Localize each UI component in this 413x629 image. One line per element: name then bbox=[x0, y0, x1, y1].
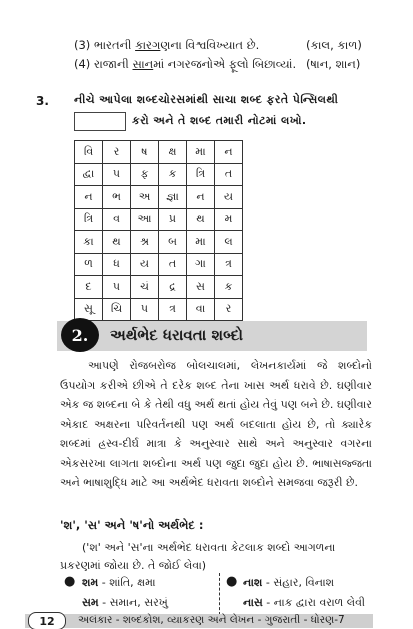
grid-row bbox=[75, 186, 243, 209]
grid-cell[interactable]: જ્ઞા bbox=[159, 186, 187, 209]
grid-cell[interactable]: મા bbox=[187, 231, 215, 254]
word-pair-item: સમ - સમાન, સરખું bbox=[82, 596, 168, 609]
grid-cell[interactable]: શ્ર bbox=[131, 231, 159, 254]
grid-cell[interactable]: ર bbox=[103, 141, 131, 164]
grid-row bbox=[75, 231, 243, 254]
question-text-line2: કરો અને તે શબ્દ તમારી નોટમાં લખો. bbox=[132, 114, 307, 127]
grid-cell[interactable]: ત bbox=[159, 253, 187, 276]
subsection-note: ('શ' અને 'સ'ના અર્થભેદ ધરાવતા કેટલાક શબ્દો આગળના પ્રકરણમાં જોયા છે. તે જોઈ લેવા) bbox=[60, 541, 336, 572]
section-paragraph: આપણે રોજબરોજ બોલચાલમાં, લેખનકાર્યમાં જે શબ્દોનો ઉપયોગ કરીએ છીએ તે દરેક શબ્દ તેના ખાસ અર્થ ધરાવે છે. ઘણીવાર એક જ શબ્દના બે કે તેથી વધુ અર્થ થતાં હોય તેવું પણ બને છે. ઘણીવાર એકાદ અક્ષરના પરિવર્તનથી પણ અર્થ બદલાતા હોય છે, તો ક્યારેક શબ્દમાં હ્રસ્વ-દીર્ઘ માત્રા કે અનુસ્વાર સાથે અને અનુસ્વાર વગરના એકસરખા લાગતા શબ્દોના અર્થ પણ જુદા જુદા હોય છે. ભાષાસજ્જતા અને ભાષાશુદ્ધિ માટે આ અર્થભેદ ધરાવતા શબ્દોને સમજવા જરૂરી છે. bbox=[60, 359, 372, 489]
grid-row bbox=[75, 276, 243, 299]
grid-cell[interactable]: ર bbox=[215, 298, 243, 321]
grid-cell[interactable]: દ્ર bbox=[159, 276, 187, 299]
option-number: (3) bbox=[74, 38, 91, 52]
grid-cell[interactable]: વા bbox=[187, 298, 215, 321]
option-3 bbox=[74, 38, 374, 53]
grid-cell[interactable]: સૂ bbox=[75, 298, 103, 321]
grid-cell[interactable]: બ bbox=[159, 231, 187, 254]
option-answer: (કાલ, કાળ) bbox=[306, 38, 362, 52]
grid-cell[interactable]: ક bbox=[159, 163, 187, 186]
grid-row bbox=[75, 141, 243, 164]
grid-cell[interactable]: ક bbox=[215, 276, 243, 299]
bullet-icon: ● bbox=[64, 574, 76, 589]
grid-cell[interactable]: ય bbox=[215, 186, 243, 209]
grid-cell[interactable]: પ bbox=[131, 298, 159, 321]
question-text-line1: નીચે આપેલા શબ્દચોરસમાંથી સાચા શબ્દ ફરતે પેન્સિલથી bbox=[74, 93, 339, 106]
grid-cell[interactable]: ન bbox=[215, 141, 243, 164]
grid-cell[interactable]: પ્ર bbox=[159, 208, 187, 231]
subsection-heading: 'શ', 'સ' અને 'ષ'નો અર્થભેદ : bbox=[60, 518, 204, 532]
page-number: 12 bbox=[28, 612, 66, 629]
grid-cell[interactable]: ય bbox=[131, 253, 159, 276]
grid-cell[interactable]: સ bbox=[187, 276, 215, 299]
grid-cell[interactable]: ક્ષ bbox=[159, 141, 187, 164]
grid-cell[interactable]: પ bbox=[103, 163, 131, 186]
grid-row bbox=[75, 253, 243, 276]
grid-cell[interactable]: આ bbox=[131, 208, 159, 231]
grid-cell[interactable]: મ bbox=[215, 208, 243, 231]
grid-row bbox=[75, 208, 243, 231]
word-pair-item: નાશ - સંહાર, વિનાશ bbox=[243, 576, 335, 589]
section-title: અર્થભેદ ધરાવતા શબ્દો bbox=[110, 326, 243, 344]
word-pair-item: નાસ - નાક દ્વારા વરાળ લેવી bbox=[243, 596, 366, 609]
grid-cell[interactable]: થ bbox=[103, 231, 131, 254]
column-divider bbox=[219, 573, 220, 615]
grid-cell[interactable]: ગા bbox=[187, 253, 215, 276]
grid-cell[interactable]: ન bbox=[187, 186, 215, 209]
grid-cell[interactable]: ત્ર bbox=[159, 298, 187, 321]
grid-cell[interactable]: ચં bbox=[131, 276, 159, 299]
answer-box[interactable] bbox=[74, 112, 126, 131]
option-answer: (ષાન, શાન) bbox=[306, 57, 361, 71]
grid-cell[interactable]: વ bbox=[103, 208, 131, 231]
grid-cell[interactable]: થ bbox=[187, 208, 215, 231]
grid-cell[interactable]: ફ bbox=[131, 163, 159, 186]
grid-cell[interactable]: મા bbox=[187, 141, 215, 164]
grid-cell[interactable]: લ bbox=[215, 231, 243, 254]
grid-cell[interactable]: ળ bbox=[75, 253, 103, 276]
grid-cell[interactable]: ચિ bbox=[103, 298, 131, 321]
option-4 bbox=[74, 57, 374, 72]
word-search-grid bbox=[74, 140, 243, 321]
footer-text: અલંકાર - શબ્દકોશ, વ્યાકરણ અને લેખન - ગુજરાતી - ધોરણ-7 bbox=[78, 614, 345, 626]
word-pair-item: શમ - શાંતિ, ક્ષમા bbox=[82, 576, 156, 589]
option-text: ભારતની કારગણના વિશ્વવિખ્યાત છે. bbox=[94, 38, 260, 52]
grid-cell[interactable]: કા bbox=[75, 231, 103, 254]
grid-cell[interactable]: ત bbox=[215, 163, 243, 186]
grid-cell[interactable]: પ bbox=[103, 276, 131, 299]
grid-row bbox=[75, 163, 243, 186]
grid-cell[interactable]: દ્વા bbox=[75, 163, 103, 186]
grid-cell[interactable]: ત્રિ bbox=[187, 163, 215, 186]
bullet-icon: ● bbox=[226, 574, 238, 589]
option-text: રાજાની સાનમાં નગરજનોએ ફૂલો બિછાવ્યાં. bbox=[94, 57, 297, 71]
grid-cell[interactable]: ષ bbox=[131, 141, 159, 164]
grid-row bbox=[75, 298, 243, 321]
grid-cell[interactable]: ત્રિ bbox=[75, 208, 103, 231]
question-number: 3. bbox=[36, 94, 49, 108]
grid-cell[interactable]: ન bbox=[75, 186, 103, 209]
grid-cell[interactable]: ભ bbox=[103, 186, 131, 209]
grid-cell[interactable]: વિ bbox=[75, 141, 103, 164]
grid-cell[interactable]: ધ bbox=[103, 253, 131, 276]
grid-cell[interactable]: અ bbox=[131, 186, 159, 209]
section-number-badge: 2. bbox=[61, 318, 99, 352]
grid-cell[interactable]: દ bbox=[75, 276, 103, 299]
option-number: (4) bbox=[74, 57, 91, 71]
grid-cell[interactable]: ત્ર bbox=[215, 253, 243, 276]
